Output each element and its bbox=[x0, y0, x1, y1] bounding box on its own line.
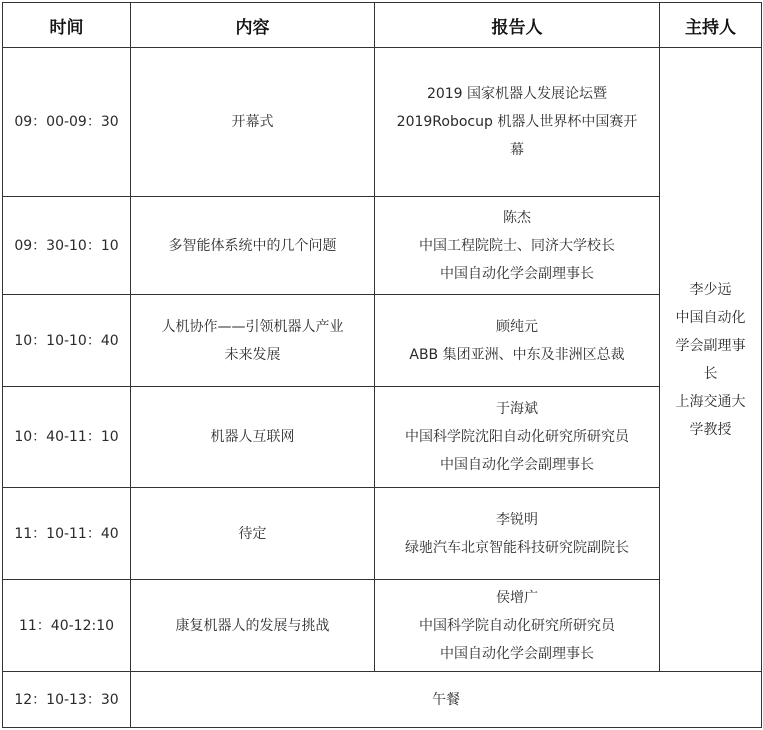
table-row bbox=[3, 488, 762, 580]
speaker-cell bbox=[375, 488, 660, 580]
table-row bbox=[3, 387, 762, 488]
time-cell: 09：30-10：10 bbox=[3, 197, 131, 295]
speaker-line: 绿驰汽车北京智能科技研究院副院长 bbox=[405, 539, 629, 556]
schedule-table bbox=[2, 2, 762, 728]
speaker-name: 顾纯元 bbox=[496, 318, 538, 335]
table-row bbox=[3, 197, 762, 295]
speaker-line: 中国科学院自动化研究所研究员 bbox=[419, 617, 615, 634]
speaker-line: 中国工程院院士、同济大学校长 bbox=[419, 237, 615, 254]
content-cell bbox=[131, 295, 375, 387]
content-cell bbox=[131, 580, 375, 672]
speaker-name: 李锐明 bbox=[496, 511, 538, 528]
speaker-cell bbox=[375, 197, 660, 295]
header-time: 时间 bbox=[3, 3, 131, 48]
host-title-line: 长 bbox=[703, 365, 718, 382]
time-cell: 10：10-10：40 bbox=[3, 295, 131, 387]
speaker-line: ABB 集团亚洲、中东及非洲区总裁 bbox=[409, 346, 625, 363]
table-row bbox=[3, 580, 762, 672]
host-cell bbox=[660, 48, 762, 672]
speaker-name: 侯增广 bbox=[496, 589, 538, 606]
lunch-row bbox=[3, 672, 762, 728]
speaker-cell bbox=[375, 295, 660, 387]
speaker-name: 于海斌 bbox=[496, 401, 538, 417]
time-cell: 09：00-09：30 bbox=[3, 48, 131, 197]
content-cell bbox=[131, 197, 375, 295]
content-line: 多智能体系统中的几个问题 bbox=[168, 237, 337, 254]
content-line: 待定 bbox=[238, 525, 267, 542]
content-line: 开幕式 bbox=[231, 114, 274, 130]
speaker-line: 幕 bbox=[510, 142, 524, 158]
content-line: 机器人互联网 bbox=[210, 429, 295, 445]
speaker-line: 2019 国家机器人发展论坛暨 bbox=[426, 86, 608, 102]
time-cell: 11：10-11：40 bbox=[3, 488, 131, 580]
host-title-line: 中国自动化 bbox=[675, 309, 746, 326]
content-line: 未来发展 bbox=[224, 346, 281, 363]
content-line: 人机协作——引领机器人产业 bbox=[161, 318, 344, 335]
speaker-cell bbox=[375, 48, 660, 197]
speaker-cell bbox=[375, 580, 660, 672]
speaker-name: 陈杰 bbox=[503, 209, 531, 226]
host-title-line: 学会副理事 bbox=[675, 337, 746, 354]
content-cell bbox=[131, 48, 375, 197]
time-cell: 12：10-13：30 bbox=[3, 672, 131, 728]
speaker-line: 中国自动化学会副理事长 bbox=[440, 645, 594, 662]
speaker-line: 2019Robocup 机器人世界杯中国赛开 bbox=[396, 114, 638, 130]
content-line: 康复机器人的发展与挑战 bbox=[175, 617, 330, 634]
host-title-line: 上海交通大 bbox=[675, 393, 746, 410]
table-row bbox=[3, 295, 762, 387]
header-speaker: 报告人 bbox=[375, 3, 660, 48]
speaker-line: 中国自动化学会副理事长 bbox=[440, 265, 594, 282]
speaker-line: 中国自动化学会副理事长 bbox=[440, 457, 594, 473]
content-cell bbox=[131, 387, 375, 488]
content-cell bbox=[131, 488, 375, 580]
header-host: 主持人 bbox=[660, 3, 762, 48]
table-row bbox=[3, 48, 762, 197]
host-title-line: 学教授 bbox=[689, 421, 732, 438]
header-content: 内容 bbox=[131, 3, 375, 48]
header-row bbox=[3, 3, 762, 48]
host-name: 李少远 bbox=[689, 281, 732, 298]
time-cell: 10：40-11：10 bbox=[3, 387, 131, 488]
time-cell: 11：40-12:10 bbox=[3, 580, 131, 672]
speaker-cell bbox=[375, 387, 660, 488]
speaker-line: 中国科学院沈阳自动化研究所研究员 bbox=[405, 429, 629, 445]
lunch-cell: 午餐 bbox=[131, 672, 762, 728]
